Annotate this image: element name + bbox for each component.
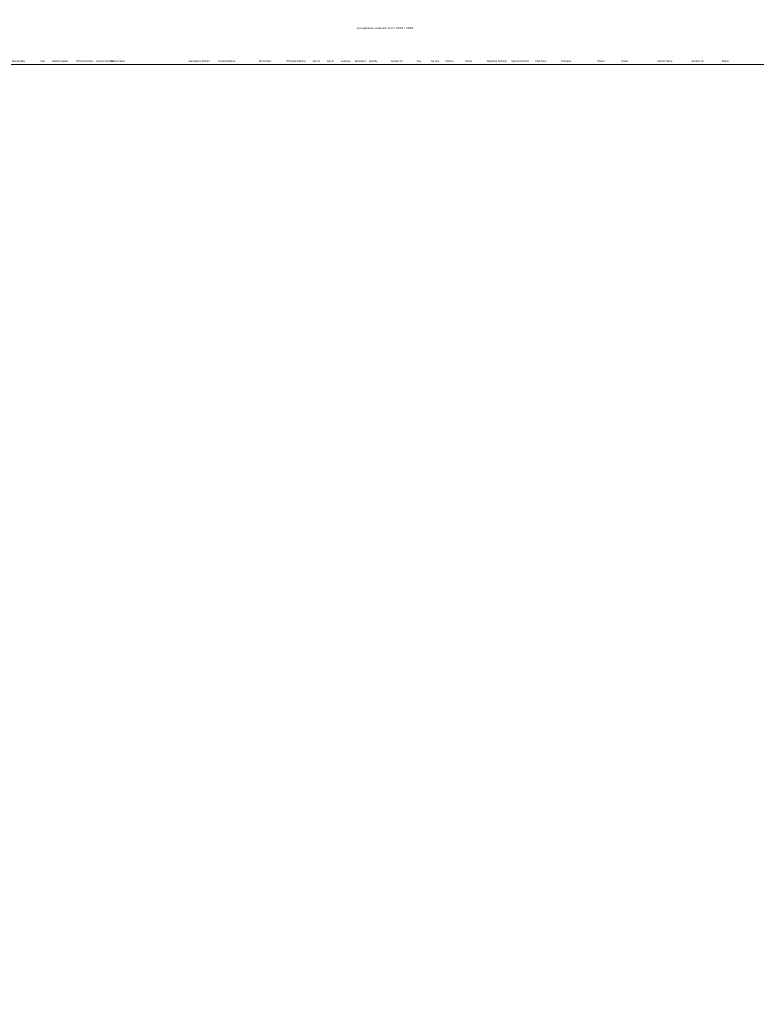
column-header: Owner — [464, 56, 486, 65]
column-header: Special Schools — [510, 56, 534, 65]
column-header: Section 20 — [691, 56, 721, 65]
column-header: Boarding Schools — [486, 56, 510, 65]
column-header: Gps N — [312, 56, 326, 65]
table-header — [11, 56, 764, 65]
column-header: Gps E — [326, 56, 340, 65]
column-header: Column — [444, 56, 464, 65]
column-header: Status — [721, 56, 764, 65]
column-header: School Name — [109, 56, 187, 65]
column-header: Year — [39, 56, 51, 65]
column-header: Physical Address — [286, 56, 312, 65]
column-header: Quintile — [368, 56, 390, 65]
column-header: Section 21 — [390, 56, 416, 65]
schools-table — [11, 56, 764, 65]
column-header: Intel Zone — [534, 56, 560, 65]
column-header: Learners — [340, 56, 354, 65]
column-header: Fee — [416, 56, 430, 65]
column-header: No Fee — [430, 56, 444, 65]
column-header: Municipality — [11, 56, 39, 65]
column-header: Principal — [560, 56, 596, 65]
column-header: Attendance District — [187, 56, 217, 65]
column-header: District Name — [657, 56, 691, 65]
column-header: Phone — [596, 56, 620, 65]
page-title: comparative analysis of FY 2019 / 2020 — [356, 26, 414, 30]
column-header: Educators — [354, 56, 368, 65]
column-header: Tel Contact — [258, 56, 286, 65]
column-header: Ward/Location — [51, 56, 75, 65]
column-header: Email — [620, 56, 656, 65]
column-header: Census Number — [95, 56, 109, 65]
column-header: School Number — [75, 56, 95, 65]
column-header: Postal Address — [218, 56, 258, 65]
